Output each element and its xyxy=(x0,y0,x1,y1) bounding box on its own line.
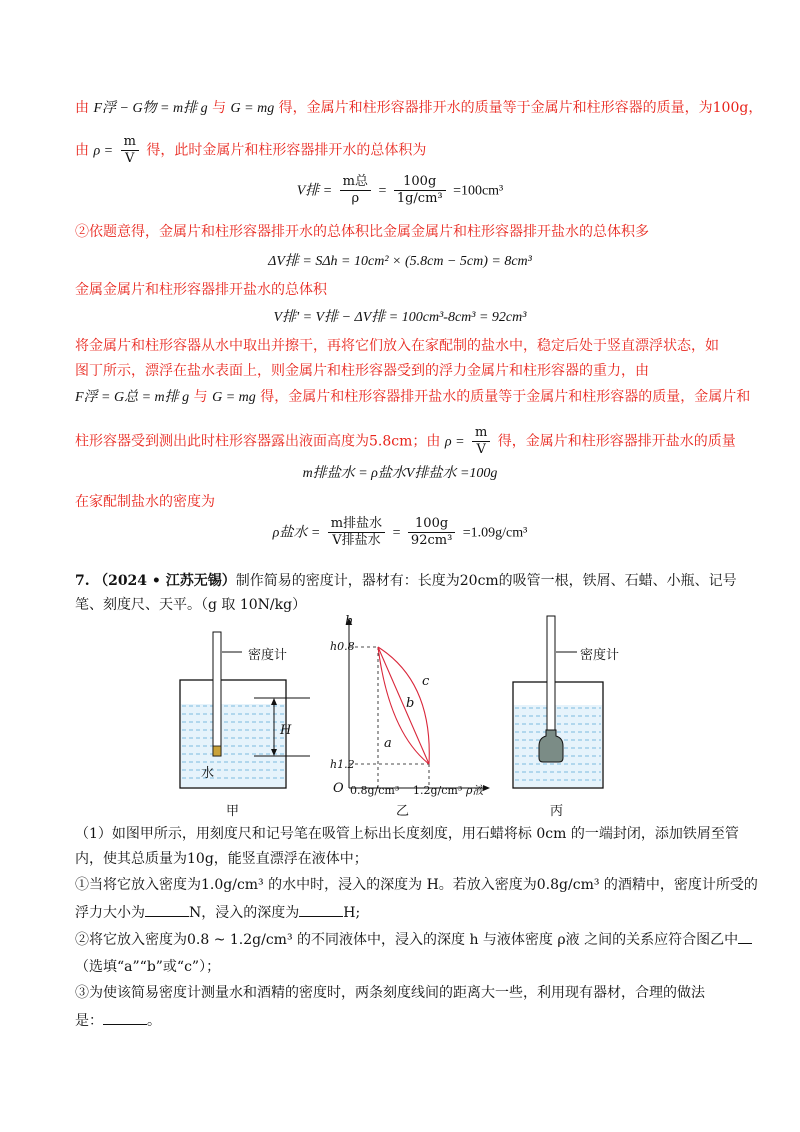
solution-line-3: ②依题意得，金属片和柱形容器排开水的总体积比金属金属片和柱形容器排开盐水的总体积多 xyxy=(75,224,649,240)
water xyxy=(181,704,285,787)
solution-line-6: 图丁所示，漂浮在盐水表面上，则金属片和柱形容器受到的浮力金属片和柱形容器的重力，由 xyxy=(75,363,649,379)
equation-volume: V排 = $\frac{\text{m总}}{\rho}$ = $\frac{100g}{\text{1g/cm³}}$ =100cm³ xyxy=(296,174,504,206)
tick-h-top: h0.8 xyxy=(330,640,355,653)
axis-h-label: h xyxy=(345,614,354,629)
straw xyxy=(547,616,555,730)
tick-x2: 1.2g/cm³ xyxy=(413,784,463,797)
q7-part1-line1: （1）如图甲所示，用刻度尺和记号笔在吸管上标出长度刻度，用石蜡将标 0cm 的一端封闭，添加铁屑至管 xyxy=(75,826,739,842)
q7-sub3-line2: 是： 。 xyxy=(75,1010,161,1031)
q7-sub1-line2: 浮力大小为 N，浸入的深度为 H; xyxy=(75,902,360,923)
iron-filings xyxy=(213,746,221,756)
curve-label-c: c xyxy=(422,674,430,689)
tick-h-bottom: h1.2 xyxy=(330,758,355,771)
equation-delta-v: ΔV排 = SΔh = 10cm² × (5.8cm − 5cm) = 8cm³ xyxy=(268,254,532,269)
caption-yi: 乙 xyxy=(396,804,410,819)
answer-blank-curve[interactable] xyxy=(738,929,752,944)
straw xyxy=(213,632,221,756)
q7-part1-line2: 内，使其总质量为10g，能竖直漂浮在液体中； xyxy=(75,851,368,867)
answer-blank-method[interactable] xyxy=(103,1010,147,1025)
figure-jia xyxy=(170,628,320,798)
solution-line-2: 由 ρ = $\frac{m}{V}$ 得，此时金属片和柱形容器排开水的总体积为 xyxy=(75,134,427,166)
label-density-meter: 密度计 xyxy=(248,648,288,663)
solution-line-5: 将金属片和柱形容器从水中取出并擦干，再将它们放入在家配制的盐水中，稳定后处于竖直漂浮状态，如 xyxy=(75,338,719,354)
equation: G = mg xyxy=(230,101,275,116)
solution-line-4: 金属金属片和柱形容器排开盐水的总体积 xyxy=(75,282,327,298)
curve-label-a: a xyxy=(384,736,392,751)
caption-jia: 甲 xyxy=(226,804,240,819)
label-water: 水 xyxy=(201,766,215,781)
q7-sub2-line2: （选填“a”“b”或“c”）； xyxy=(75,959,221,975)
equation-brine-volume: V排' = V排 − ΔV排 = 100cm³-8cm³ = 92cm³ xyxy=(273,310,527,325)
solution-line-9: 在家配制盐水的密度为 xyxy=(75,494,215,510)
question-number: 7. xyxy=(75,573,90,589)
question-7-line-2: 笔、刻度尺、天平。（g 取 10N/kg） xyxy=(75,597,307,613)
q7-sub3-line1: ③为使该简易密度计测量水和酒精的密度时，两条刻度线间的距离大一些，利用现有器材，合理的做法 xyxy=(75,985,705,1001)
caption-bing: 丙 xyxy=(550,804,564,819)
equation-brine-mass: m排盐水 = ρ盐水V排盐水 =100g xyxy=(302,466,498,481)
label-density-meter-bing: 密度计 xyxy=(580,648,620,663)
curve-label-b: b xyxy=(406,696,415,711)
axis-x-label: ρ液 xyxy=(466,784,484,797)
q7-sub1-line1: ①当将它放入密度为1.0g/cm³ 的水中时，浸入的深度为 H。若放入密度为0.8g/cm³ 的酒精中，密度计所受的 xyxy=(75,877,758,893)
origin-label: O xyxy=(333,781,344,796)
figure-bing xyxy=(505,612,645,797)
question-7-line-1: 7. （2024 • 江苏无锡）制作简易的密度计，器材有：长度为20cm的吸管一根，铁屑、石蜡、小瓶、记号 xyxy=(75,573,737,589)
question-source: （2024 • 江苏无锡） xyxy=(94,573,236,589)
answer-blank-buoyancy[interactable] xyxy=(145,902,189,917)
solution-line-8: 柱形容器受到测出此时柱形容器露出液面高度为5.8cm；由 ρ = $\frac{m}{V}$ 得，金属片和柱形容器排开盐水的质量 xyxy=(75,425,736,457)
solution-line-1: 由 F浮 − G物 = m排 g 与 G = mg 得，金属片和柱形容器排开水的质量等于金属片和柱形容器的质量，为100g， xyxy=(75,100,763,116)
equation-brine-density: ρ盐水 = $\frac{\text{m排盐水}}{\text{V排盐水}}$ = $\frac{100g}{\text{92cm³}}$ =1.09g/cm³ xyxy=(272,516,528,548)
solution-line-7: F浮 = G总 = m排 g 与 G = mg 得，金属片和柱形容器排开盐水的质量等于金属片和柱形容器的质量，金属片和 xyxy=(75,389,751,405)
equation: F浮 − G物 = m排 g xyxy=(93,101,208,116)
answer-blank-depth[interactable] xyxy=(299,902,343,917)
tick-x1: 0.8g/cm³ xyxy=(350,784,400,797)
q7-sub2-line1: ②将它放入密度为0.8 ~ 1.2g/cm³ 的不同液体中，浸入的深度 h 与液体密度 ρ液 之间的关系应符合图乙中 xyxy=(75,929,752,950)
label-H: H xyxy=(280,723,292,738)
